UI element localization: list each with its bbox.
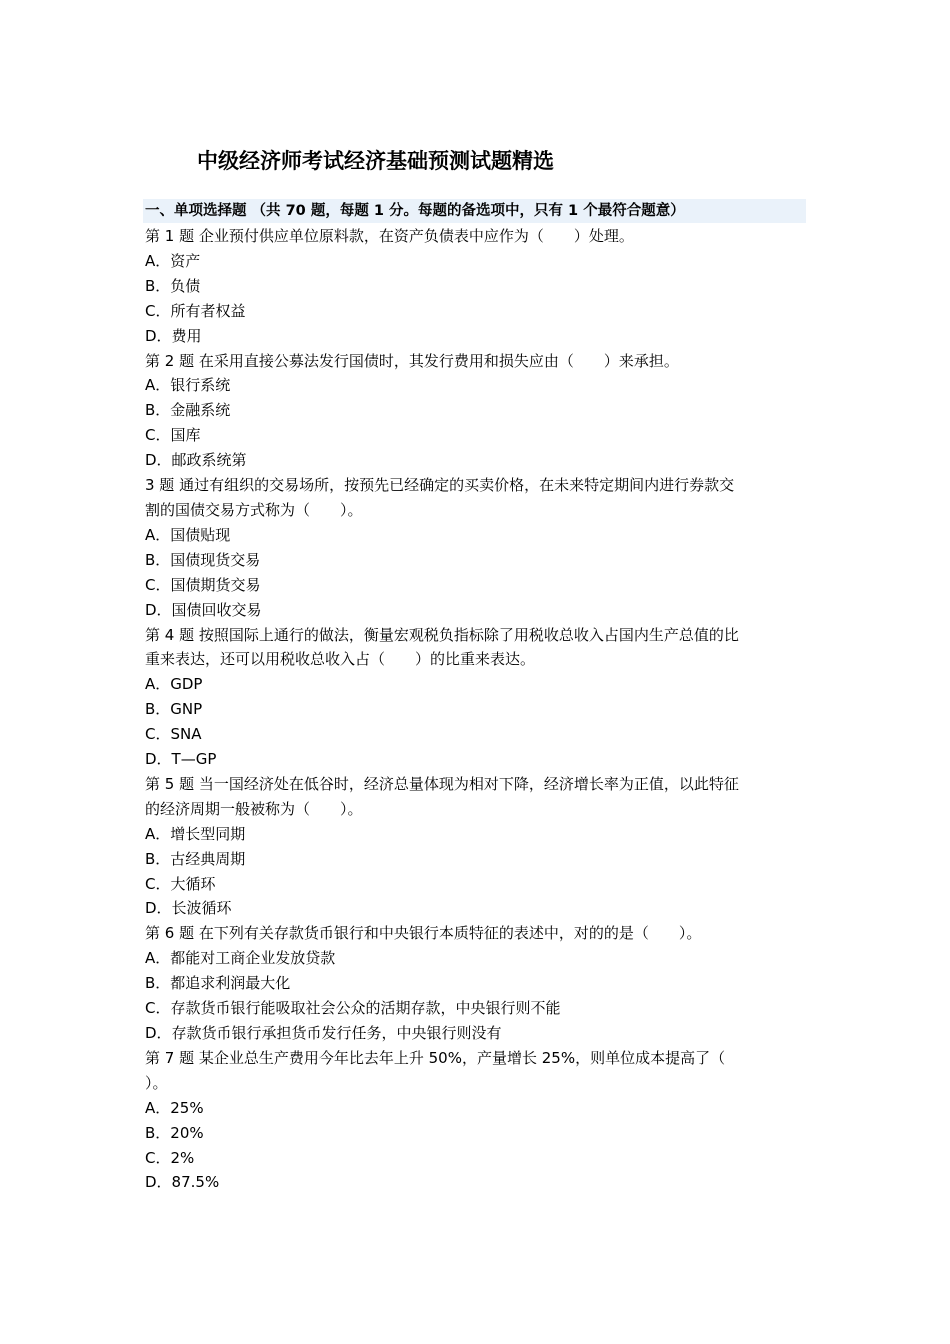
question-stem: 第 1 题 企业预付供应单位原料款，在资产负债表中应作为（ ）处理。	[145, 227, 634, 245]
option-b: B．都追求利润最大化	[145, 974, 291, 993]
question-stem: 3 题 通过有组织的交易场所，按预先已经确定的买卖价格，在未来特定期间内进行券款交	[145, 476, 735, 495]
option-a: A．资产	[145, 251, 201, 270]
question-stem-continued: 重来表达，还可以用税收总收入占（ ）的比重来表达。	[145, 650, 536, 669]
question-2	[145, 349, 807, 474]
option-c: C．2%	[145, 1148, 195, 1167]
option-d: D．国债回收交易	[145, 600, 262, 619]
option-b: B．古经典周期	[145, 849, 246, 868]
option-d: D．存款货币银行承担货币发行任务，中央银行则没有	[145, 1024, 502, 1042]
option-d: D．费用	[145, 326, 202, 345]
option-a: A．增长型同期	[145, 824, 246, 843]
option-b: B．负债	[145, 276, 201, 295]
question-5	[145, 772, 807, 921]
option-d: D．T—GP	[145, 750, 217, 769]
option-a: A．25%	[145, 1098, 204, 1117]
option-c: C．存款货币银行能吸取社会公众的活期存款，中央银行则不能	[145, 999, 561, 1018]
section-heading: 一、单项选择题 （共 70 题，每题 1 分。每题的备选项中，只有 1 个最符合题意）	[143, 199, 806, 223]
option-c: C．国库	[145, 426, 201, 445]
question-stem-continued: ）。	[145, 1073, 168, 1092]
option-b: B．20%	[145, 1123, 204, 1142]
question-1	[145, 224, 807, 349]
option-c: C．国债期货交易	[145, 575, 261, 594]
document-title: 中级经济师考试经济基础预测试题精选	[197, 149, 554, 173]
option-a: A．GDP	[145, 675, 203, 694]
question-stem: 第 7 题 某企业总生产费用今年比去年上升 50%，产量增长 25%，则单位成本提高了（	[145, 1048, 726, 1067]
question-7	[145, 1046, 807, 1195]
option-a: A．都能对工商企业发放贷款	[145, 949, 336, 968]
question-stem-continued: 的经济周期一般被称为（ ）。	[145, 799, 363, 818]
question-6	[145, 921, 807, 1046]
question-list	[145, 224, 807, 1195]
option-b: B．金融系统	[145, 401, 231, 420]
question-stem: 第 4 题 按照国际上通行的做法，衡量宏观税负指标除了用税收总收入占国内生产总值的比	[145, 625, 739, 644]
option-a: A．银行系统	[145, 376, 231, 395]
question-stem: 第 5 题 当一国经济处在低谷时，经济总量体现为相对下降，经济增长率为正值，以此特征	[145, 774, 739, 793]
option-d: D．87.5%	[145, 1173, 220, 1192]
question-stem: 第 6 题 在下列有关存款货币银行和中央银行本质特征的表述中，对的的是（ ）。	[145, 924, 702, 943]
option-a: A．国债贴现	[145, 525, 231, 544]
option-c: C．所有者权益	[145, 301, 246, 320]
question-stem: 第 2 题 在采用直接公募法发行国债时，其发行费用和损失应由（ ）来承担。	[145, 351, 679, 370]
option-c: C．大循环	[145, 874, 216, 893]
option-b: B．国债现货交易	[145, 550, 261, 569]
question-4	[145, 623, 807, 772]
question-3	[145, 473, 807, 622]
option-b: B．GNP	[145, 700, 203, 719]
option-d: D．长波循环	[145, 899, 232, 918]
option-c: C．SNA	[145, 725, 202, 744]
option-d: D．邮政系统第	[145, 451, 247, 470]
question-stem-continued: 割的国债交易方式称为（ ）。	[145, 500, 363, 519]
